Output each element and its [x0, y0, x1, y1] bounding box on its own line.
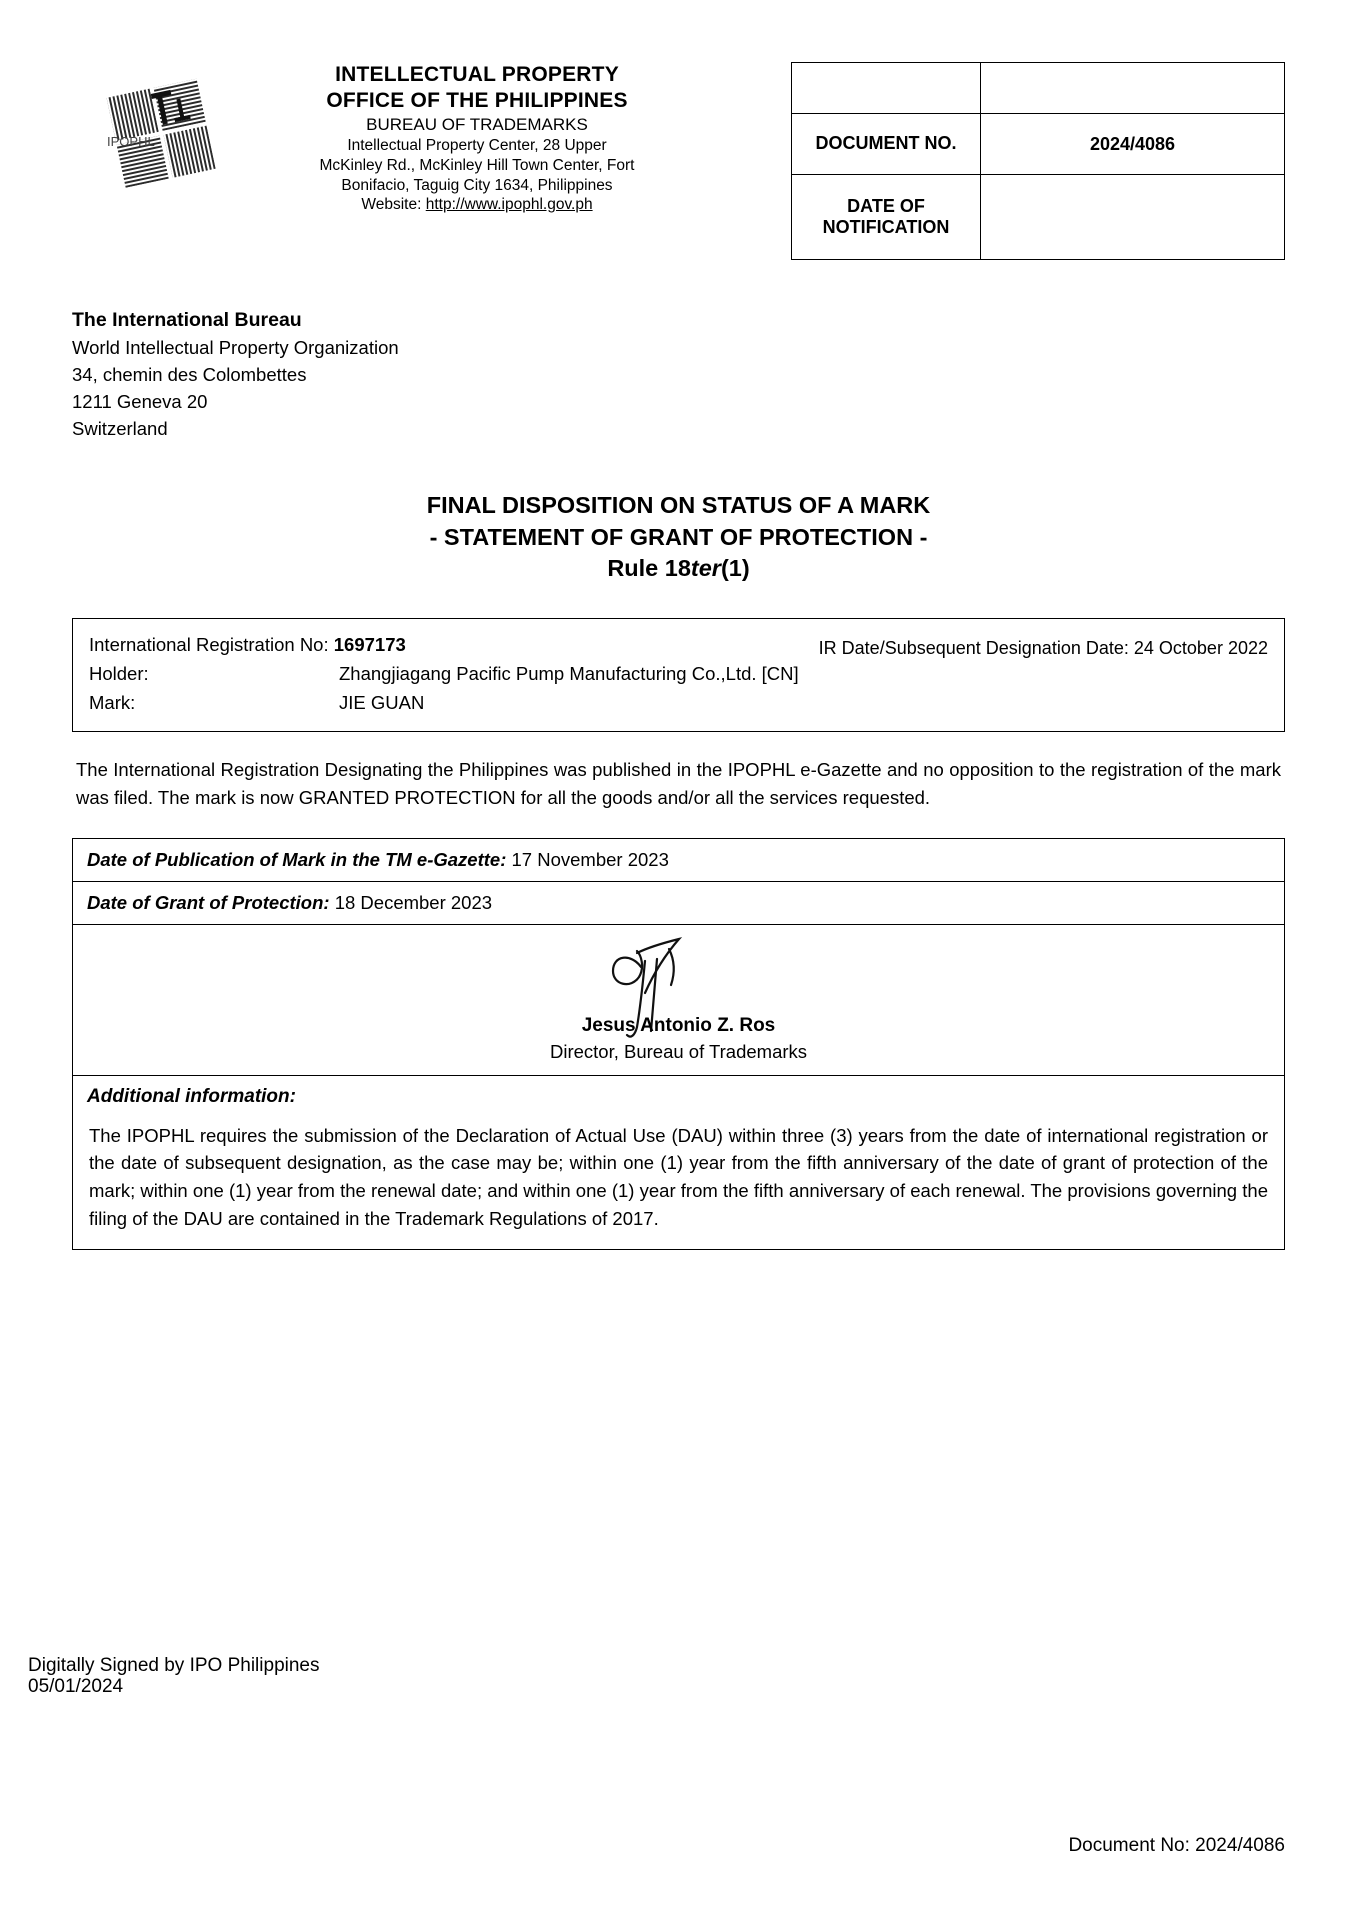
title-rule-line: [72, 553, 1285, 584]
bureau-name: BUREAU OF TRADEMARKS: [366, 115, 588, 135]
document-info-table: [791, 62, 1285, 260]
protection-date-label: Date of Grant of Protection:: [87, 891, 330, 913]
address-line-1: Intellectual Property Center, 28 Upper: [347, 136, 607, 154]
additional-information-body: The IPOPHL requires the submission of the Declaration of Actual Use (DAU) within three (3) years from the date of international registration or the date of subsequent designation, as the case may be; within one (1) year from the fifth anniversary of the date of grant of protection of the mark; within one (1) year from the renewal date; and within one (1) year from the fifth anniversary of each renewal. The provisions governing the filing of the DAU are contained in the Trademark Regulations of 2017.: [89, 1124, 1268, 1229]
office-identity: [262, 62, 692, 215]
page-title: [72, 490, 1285, 584]
publication-date-row: [73, 839, 1284, 882]
holder-row: [89, 660, 1268, 689]
date-of-notification-value: [981, 175, 1285, 260]
ir-number-label: International Registration No:: [89, 634, 329, 656]
additional-information-title: Additional information:: [87, 1085, 296, 1107]
website-line: [262, 196, 692, 215]
digital-signature-stamp: [28, 1655, 320, 1698]
signatory-role: Director, Bureau of Trademarks: [549, 1040, 808, 1062]
ir-number-value: 1697173: [333, 634, 406, 656]
addressee-line-2: 34, chemin des Colombettes: [72, 364, 307, 386]
publication-date-label: Date of Publication of Mark in the TM e-Gazette:: [87, 848, 507, 870]
signatory-name: Jesus Antonio Z. Ros: [581, 1014, 776, 1036]
signature-area: [73, 925, 1284, 1076]
registration-details-box: [72, 618, 1285, 732]
footer-document-no: Document No: 2024/4086: [1068, 1835, 1285, 1856]
addressee-name: The International Bureau: [72, 309, 302, 331]
office-title-line1: INTELLECTUAL PROPERTY: [335, 63, 619, 86]
mark-row: [89, 689, 1268, 718]
addressee-line-3: 1211 Geneva 20: [72, 391, 208, 413]
document-no-value: 2024/4086: [981, 114, 1285, 175]
addressee-line-1: World Intellectual Property Organization: [72, 337, 399, 359]
holder-value: Zhangjiagang Pacific Pump Manufacturing Co.,Ltd. [CN]: [339, 662, 799, 684]
ir-date-group: [819, 635, 1268, 663]
digital-signature-line-1: Digitally Signed by IPO Philippines: [28, 1655, 320, 1676]
website-label: Website:: [361, 195, 422, 213]
office-title-line2: OFFICE OF THE PHILIPPINES: [326, 88, 628, 112]
protection-date-row: [73, 882, 1284, 925]
mark-value: JIE GUAN: [339, 691, 425, 713]
website-link[interactable]: http://www.ipophl.gov.ph: [425, 195, 593, 213]
ir-date-label: IR Date/Subsequent Designation Date:: [818, 638, 1129, 659]
ir-date-value: 24 October 2022: [1133, 638, 1268, 659]
table-row: [792, 63, 1285, 114]
ir-number-row: [89, 631, 1268, 660]
doc-table-empty-left: [792, 63, 981, 114]
holder-label: Holder:: [89, 662, 149, 684]
mark-label: Mark:: [89, 691, 136, 713]
title-line-2: - STATEMENT OF GRANT OF PROTECTION -: [429, 523, 928, 550]
publication-date-value: 17 November 2023: [511, 848, 669, 870]
addressee-line-4: Switzerland: [72, 418, 168, 440]
rule-prefix: Rule 18: [607, 554, 691, 581]
doc-table-empty-right: [981, 63, 1285, 114]
body-paragraph: The International Registration Designating the Philippines was published in the IPOPHL e-Gazette and no opposition to the registration of the mark was filed. The mark is now GRANTED PROTECTION for all the goods and/or all the services requested.: [76, 759, 1281, 808]
rule-suffix: (1): [720, 554, 750, 581]
digital-signature-line-2: 05/01/2024: [28, 1676, 124, 1698]
grant-details-box: [72, 838, 1285, 1250]
address-line-3: Bonifacio, Taguig City 1634, Philippines: [341, 176, 613, 194]
addressee-block: [72, 306, 1285, 442]
protection-date-value: 18 December 2023: [334, 891, 493, 913]
logo-container: [72, 62, 262, 192]
title-line-1: FINAL DISPOSITION ON STATUS OF A MARK: [426, 492, 931, 519]
table-row: [792, 114, 1285, 175]
document-header: [72, 0, 1285, 260]
address-line-2: McKinley Rd., McKinley Hill Town Center, Fort: [319, 156, 635, 174]
date-of-notification-label: DATE OF NOTIFICATION: [792, 175, 981, 260]
table-row: [792, 175, 1285, 260]
rule-italic: ter: [690, 554, 721, 581]
ipophl-logo-icon: [97, 72, 237, 192]
document-no-label: DOCUMENT NO.: [792, 114, 981, 175]
svg-text:IPOPHL: IPOPHL: [107, 134, 155, 149]
